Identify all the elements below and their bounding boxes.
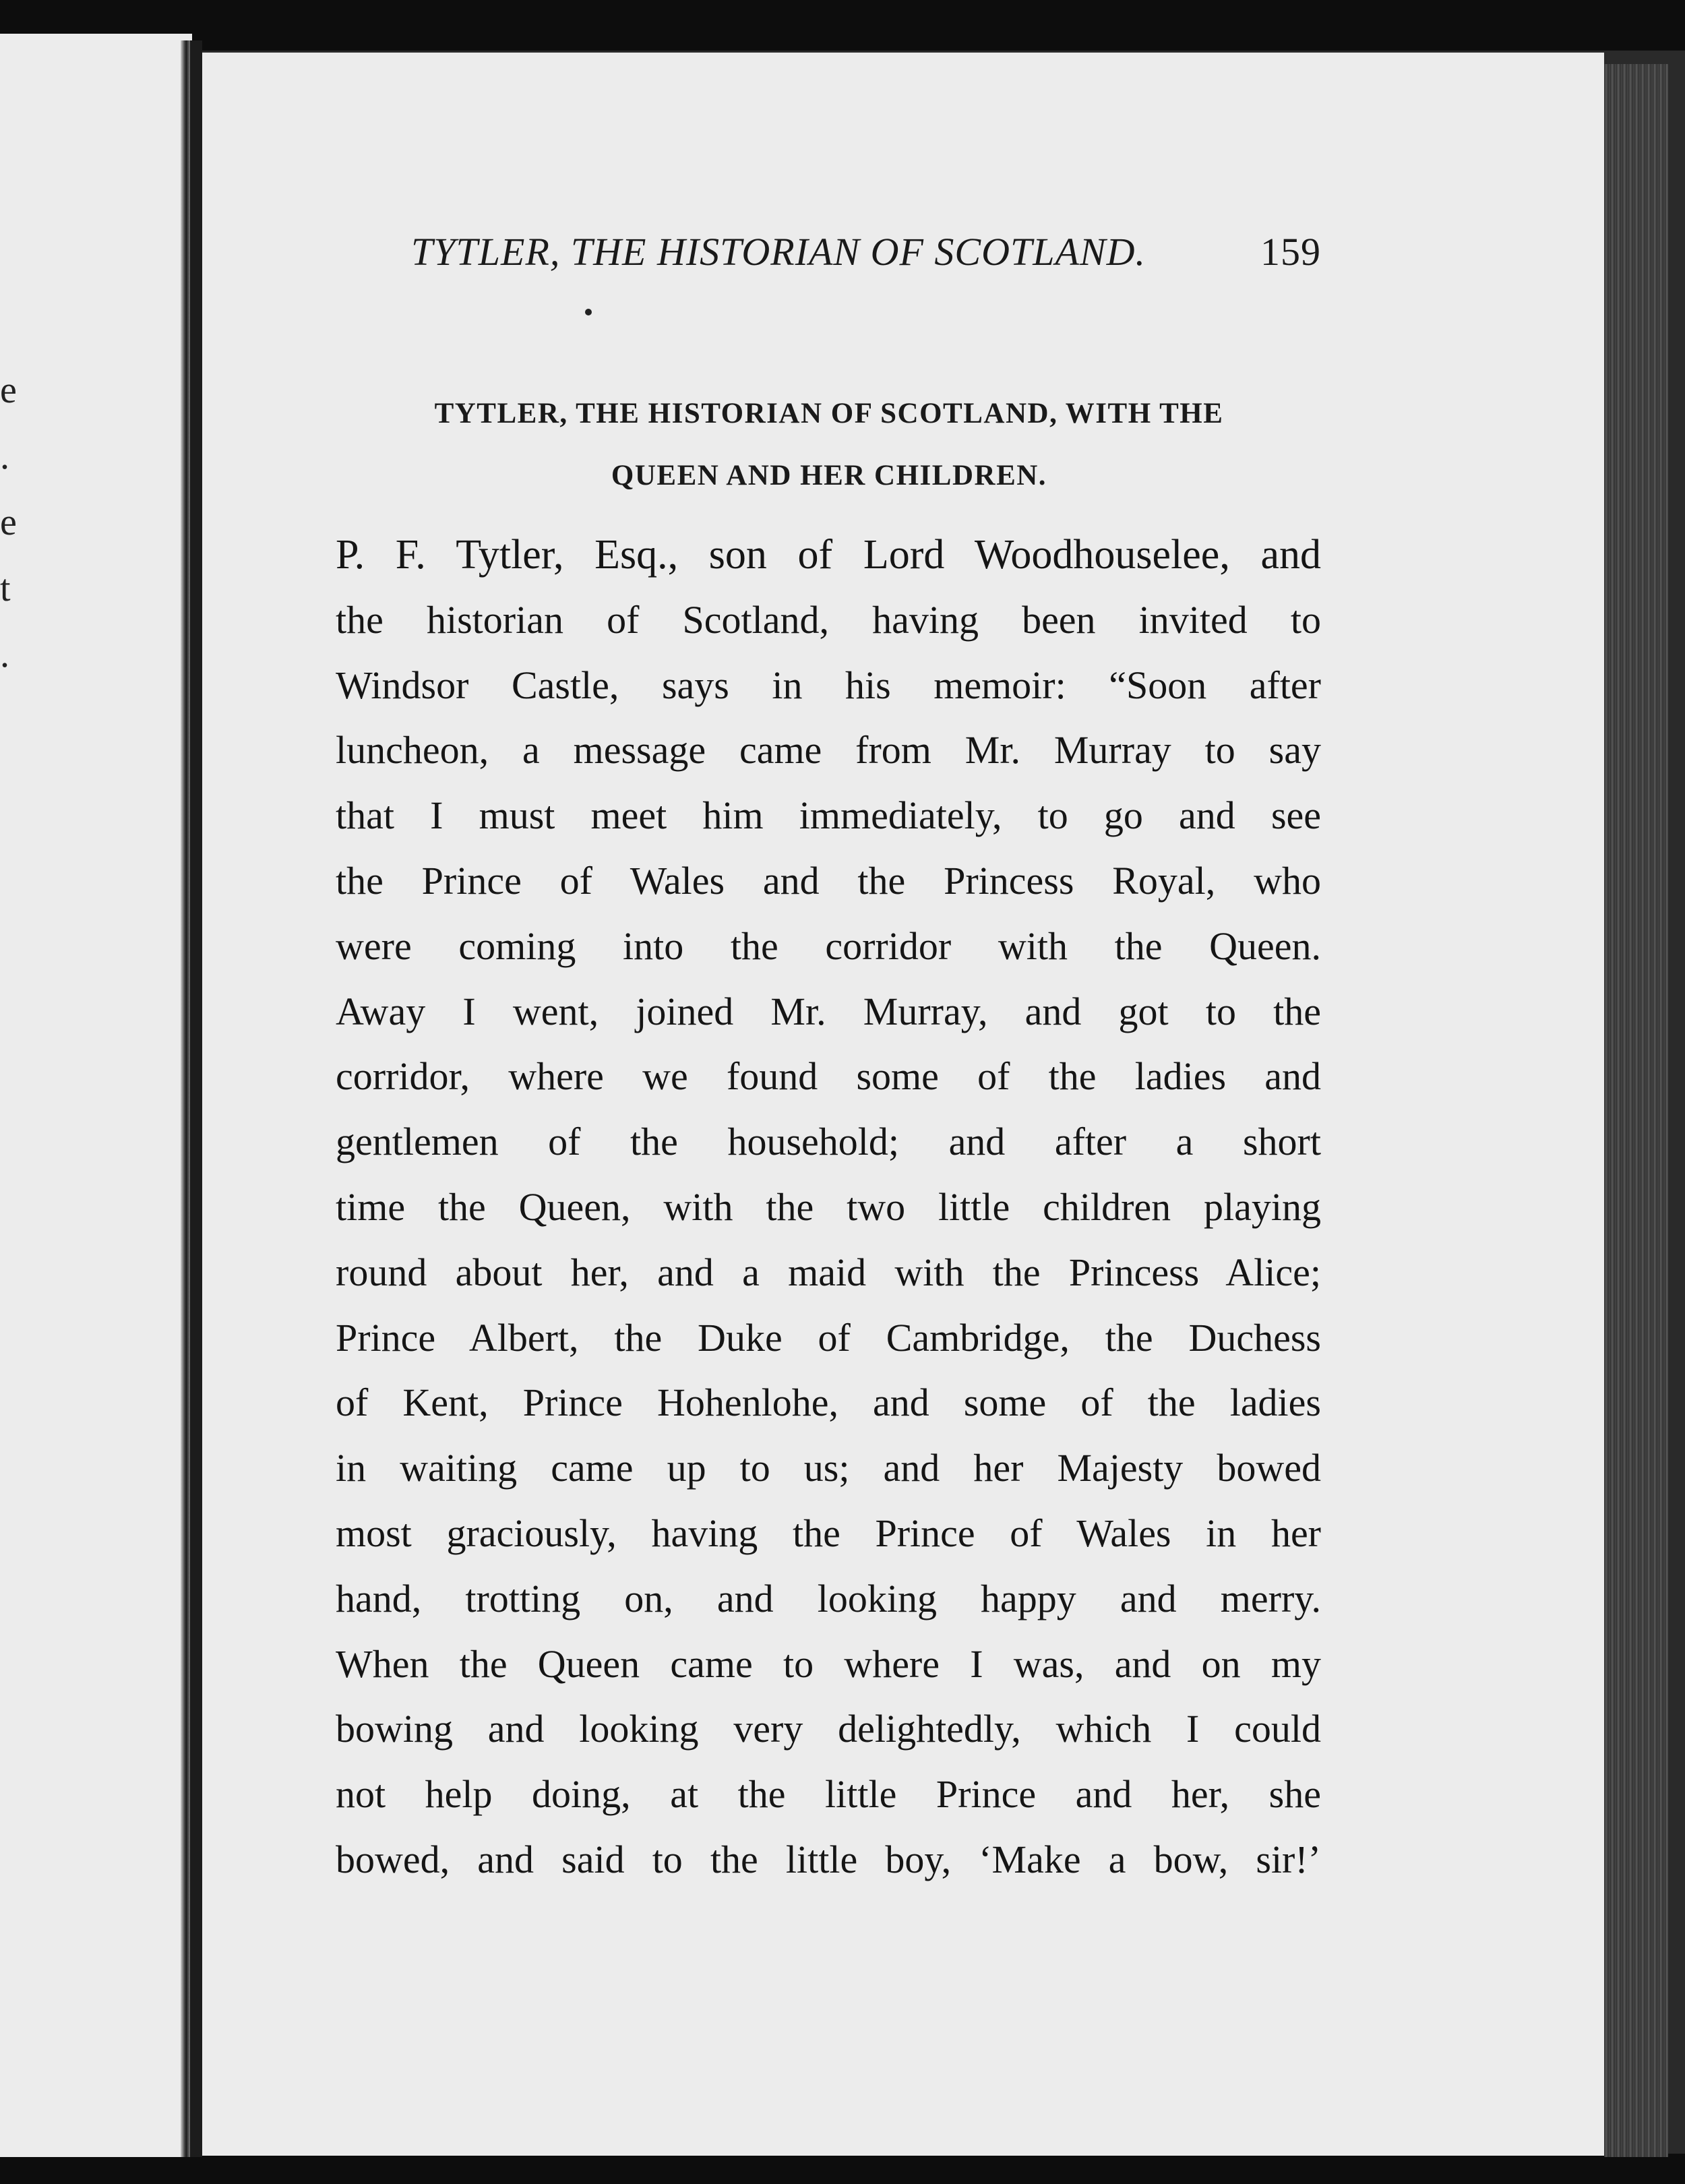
text-line: Windsor Castle, says in his memoir: “Soon after xyxy=(336,663,1321,707)
text-line: When the Queen came to where I was, and on my xyxy=(336,1641,1321,1686)
text-line: gentlemen of the household; and after a short xyxy=(336,1120,1321,1164)
running-title: TYTLER, THE HISTORIAN OF SCOTLAND. xyxy=(411,230,1146,274)
text-line: most graciously, having the Prince of Wales in her xyxy=(336,1511,1321,1555)
fragment: . xyxy=(0,435,9,477)
page-number: 159 xyxy=(1260,230,1321,274)
fragment: e xyxy=(0,502,17,543)
heading-line: TYTLER, THE HISTORIAN OF SCOTLAND, WITH THE xyxy=(434,398,1224,429)
scan-bottom-edge xyxy=(0,2154,1685,2184)
text-line: luncheon, a message came from Mr. Murray to say xyxy=(336,728,1321,772)
text-line: hand, trotting on, and looking happy and merry. xyxy=(336,1576,1321,1620)
page-block-edge xyxy=(1604,64,1668,2157)
text-line: in waiting came up to us; and her Majesty bowed xyxy=(336,1446,1321,1490)
text-line: not help doing, at the little Prince and her, she xyxy=(336,1772,1321,1817)
text-line: round about her, and a maid with the Princess Alice; xyxy=(336,1250,1321,1294)
text-line: bowed, and said to the little boy, ‘Make a bow, sir!’ xyxy=(336,1837,1321,1881)
scan-top-edge xyxy=(0,0,1685,51)
text-line: the historian of Scotland, having been invited to xyxy=(336,597,1321,642)
running-header xyxy=(411,229,1321,274)
text-line: were coming into the corridor with the Queen. xyxy=(336,923,1321,968)
fragment: . xyxy=(0,634,9,675)
book-spine-shadow xyxy=(190,40,202,2157)
fragment: t xyxy=(0,568,11,609)
text-line: Prince Albert, the Duke of Cambridge, the Duchess xyxy=(336,1315,1321,1360)
text-line: that I must meet him immediately, to go and see xyxy=(336,793,1321,838)
text-line: the Prince of Wales and the Princess Royal, who xyxy=(336,858,1321,903)
body-text xyxy=(336,522,1321,1893)
previous-page-fragments xyxy=(0,357,20,688)
heading-line: QUEEN AND HER CHILDREN. xyxy=(611,460,1047,491)
text-line: time the Queen, with the two little children playing xyxy=(336,1184,1321,1229)
text-line: of Kent, Prince Hohenlohe, and some of the ladies xyxy=(336,1381,1321,1425)
text-line: P. F. Tytler, Esq., son of Lord Woodhouselee, and xyxy=(336,532,1321,578)
section-heading xyxy=(337,383,1321,507)
previous-page-edge xyxy=(0,34,192,2157)
ink-speck xyxy=(585,309,592,315)
book-gutter xyxy=(181,40,190,2157)
text-line: bowing and looking very delightedly, which I could xyxy=(336,1707,1321,1751)
text-line: Away I went, joined Mr. Murray, and got to the xyxy=(336,989,1321,1033)
text-line: corridor, where we found some of the ladies and xyxy=(336,1054,1321,1099)
fragment: e xyxy=(0,369,17,411)
